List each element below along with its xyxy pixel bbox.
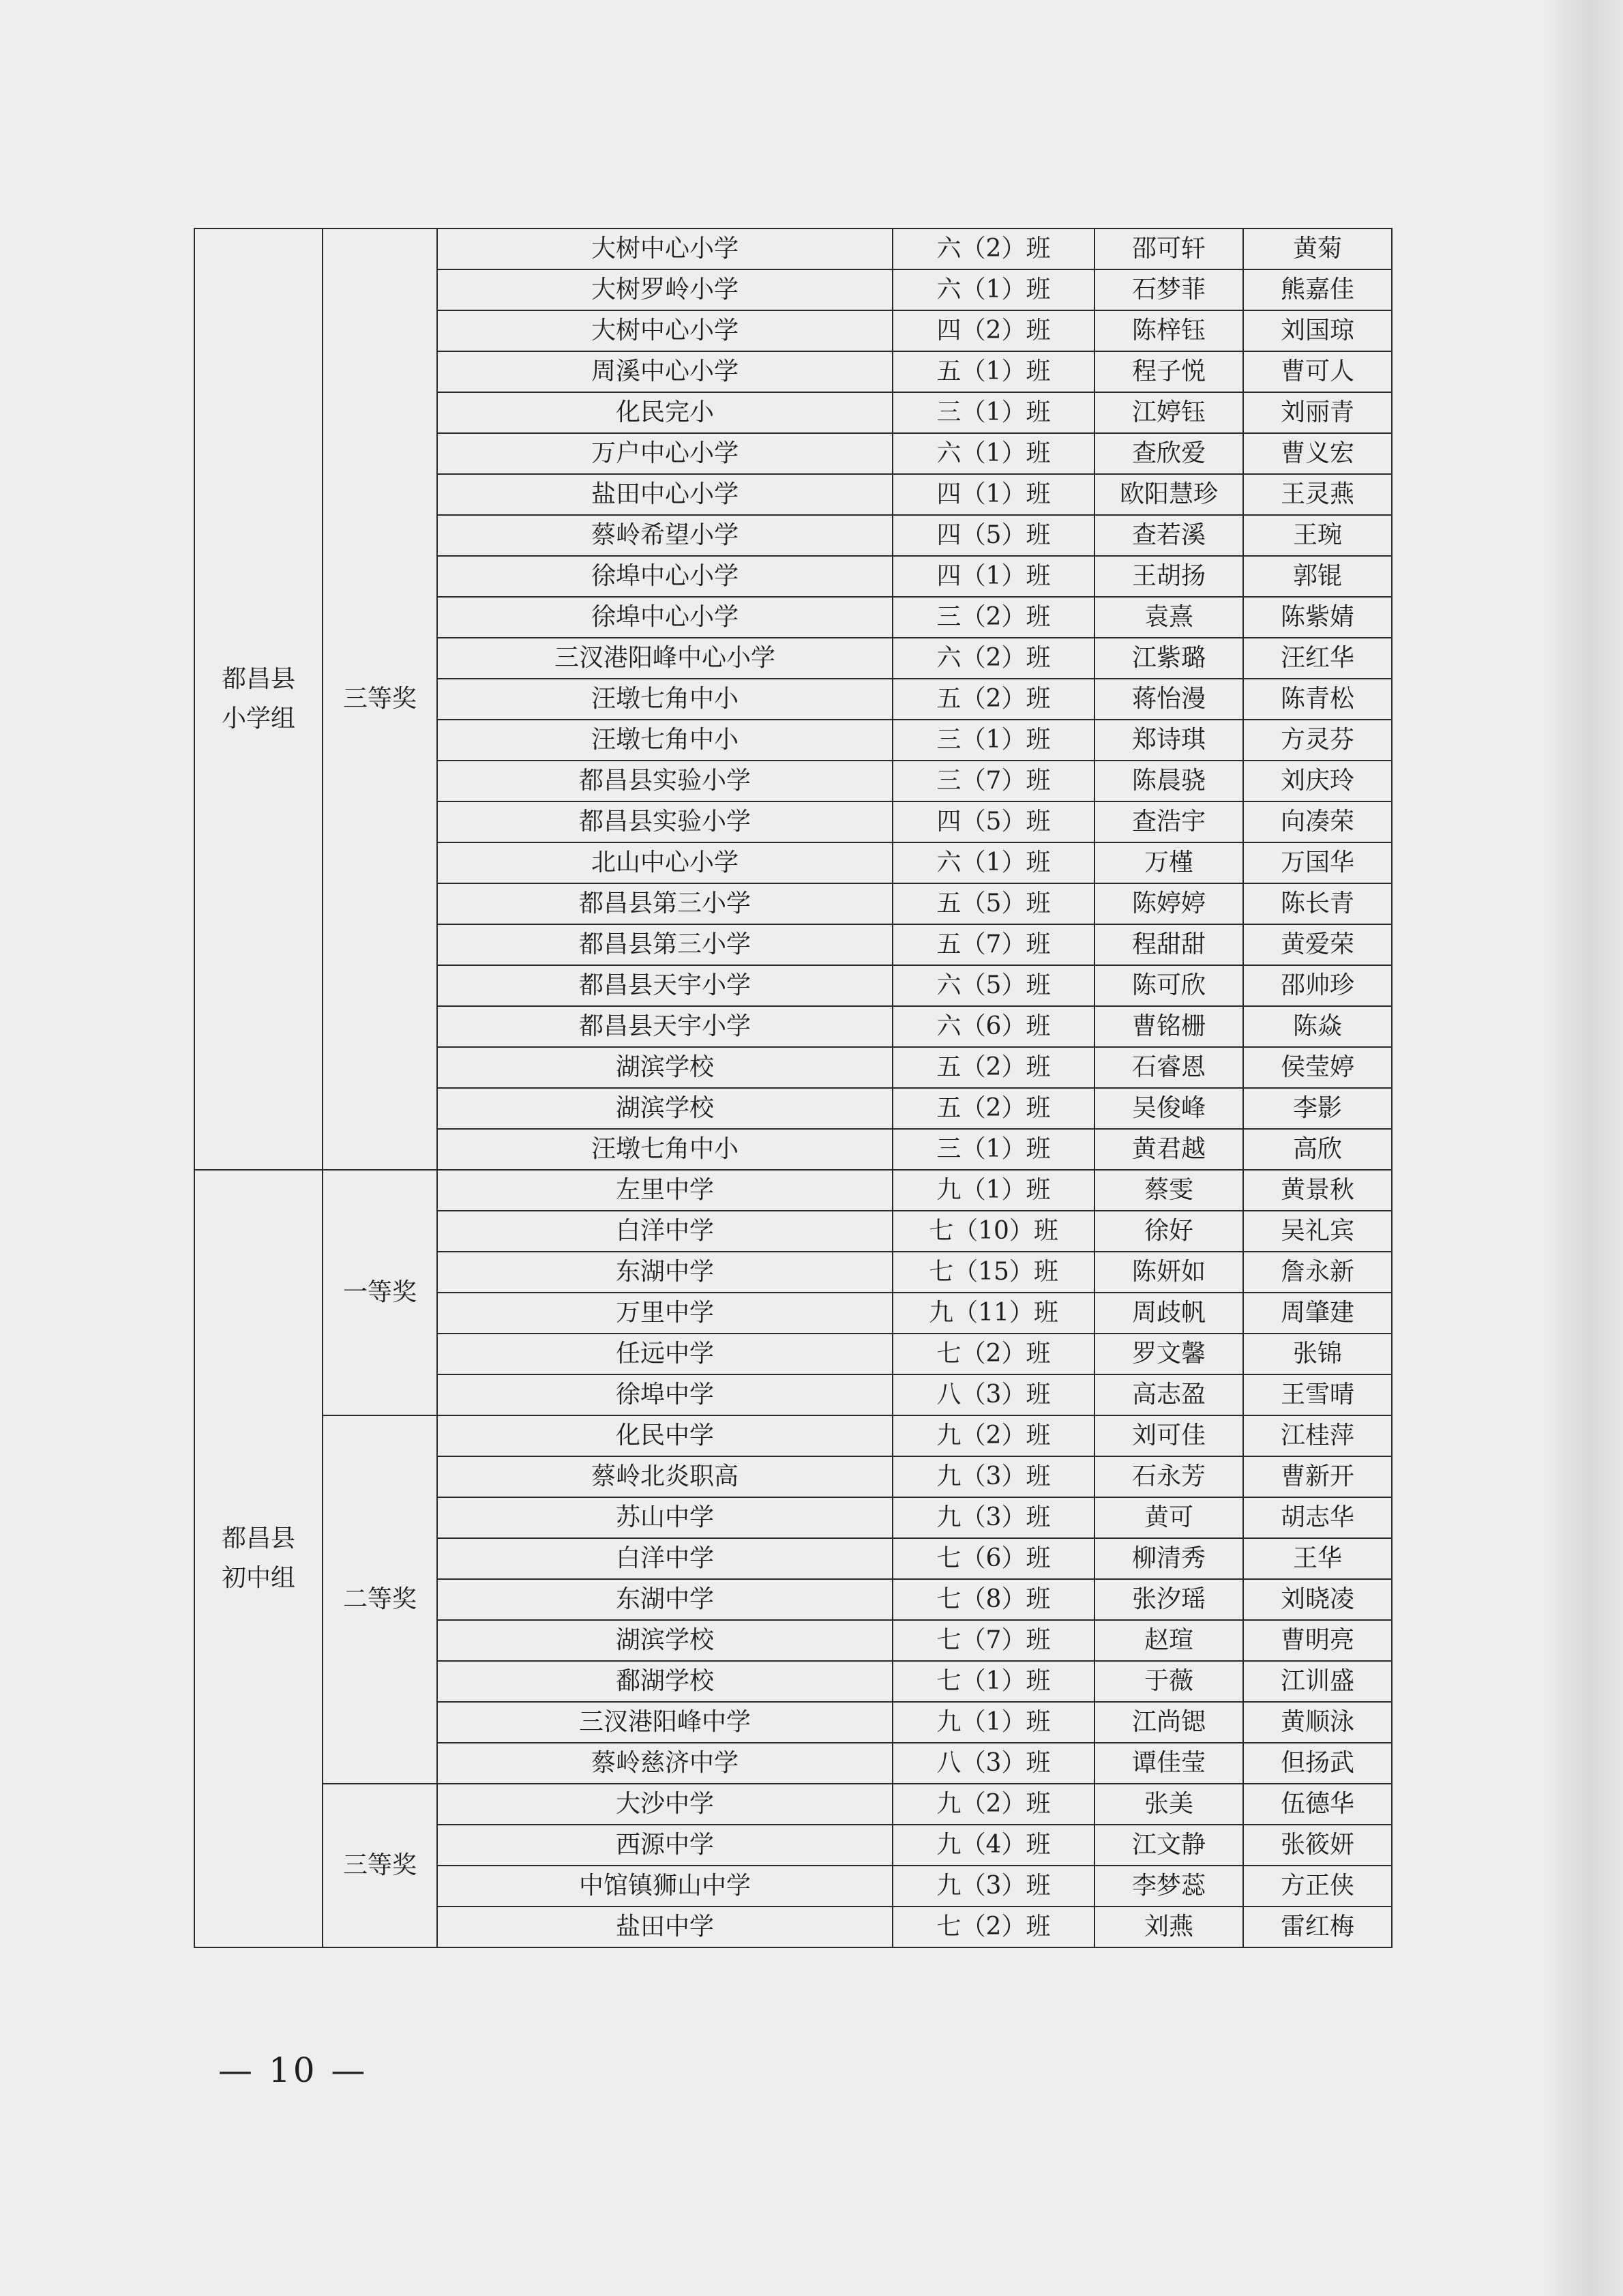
award-tier-cell: 一等奖	[323, 1170, 437, 1415]
teacher-cell: 陈紫婧	[1243, 597, 1392, 638]
teacher-cell: 黄顺泳	[1243, 1702, 1392, 1743]
teacher-cell: 刘国琼	[1243, 310, 1392, 351]
group-cell	[194, 229, 323, 1170]
class-cell: 六（5）班	[893, 965, 1095, 1006]
student-cell: 高志盈	[1095, 1374, 1243, 1415]
class-cell: 五（5）班	[893, 883, 1095, 924]
class-cell: 九（1）班	[893, 1170, 1095, 1211]
class-cell: 八（3）班	[893, 1743, 1095, 1784]
teacher-cell: 王雪晴	[1243, 1374, 1392, 1415]
school-cell: 徐埠中学	[437, 1374, 893, 1415]
teacher-cell: 方灵芬	[1243, 720, 1392, 761]
class-cell: 七（6）班	[893, 1538, 1095, 1579]
school-cell: 盐田中学	[437, 1907, 893, 1947]
student-cell: 江婷钰	[1095, 392, 1243, 433]
school-cell: 汪墩七角中小	[437, 679, 893, 720]
school-cell: 都昌县第三小学	[437, 883, 893, 924]
class-cell: 九（1）班	[893, 1702, 1095, 1743]
student-cell: 蒋怡漫	[1095, 679, 1243, 720]
teacher-cell: 曹可人	[1243, 351, 1392, 392]
page-edge-shadow	[1541, 0, 1623, 2296]
school-cell: 三汊港阳峰中心小学	[437, 638, 893, 679]
school-cell: 万户中心小学	[437, 433, 893, 474]
teacher-cell: 江训盛	[1243, 1661, 1392, 1702]
student-cell: 江尚锶	[1095, 1702, 1243, 1743]
award-list-table	[194, 228, 1393, 1948]
teacher-cell: 曹明亮	[1243, 1620, 1392, 1661]
student-cell: 陈妍如	[1095, 1252, 1243, 1293]
group-label-level: 小学组	[221, 705, 295, 733]
teacher-cell: 万国华	[1243, 842, 1392, 883]
student-cell: 陈晨骁	[1095, 761, 1243, 801]
class-cell: 七（1）班	[893, 1661, 1095, 1702]
school-cell: 大树中心小学	[437, 229, 893, 269]
student-cell: 谭佳莹	[1095, 1743, 1243, 1784]
student-cell: 黄君越	[1095, 1129, 1243, 1170]
class-cell: 六（1）班	[893, 842, 1095, 883]
school-cell: 白洋中学	[437, 1211, 893, 1252]
student-cell: 黄可	[1095, 1497, 1243, 1538]
teacher-cell: 侯莹婷	[1243, 1047, 1392, 1088]
student-cell: 王胡扬	[1095, 556, 1243, 597]
school-cell: 都昌县实验小学	[437, 801, 893, 842]
school-cell: 大沙中学	[437, 1784, 893, 1825]
student-cell: 邵可轩	[1095, 229, 1243, 269]
class-cell: 七（7）班	[893, 1620, 1095, 1661]
class-cell: 六（6）班	[893, 1006, 1095, 1047]
teacher-cell: 郭锟	[1243, 556, 1392, 597]
award-table-body	[194, 229, 1392, 1947]
teacher-cell: 王琬	[1243, 515, 1392, 556]
teacher-cell: 王华	[1243, 1538, 1392, 1579]
student-cell: 赵瑄	[1095, 1620, 1243, 1661]
class-cell: 八（3）班	[893, 1374, 1095, 1415]
student-cell: 江紫璐	[1095, 638, 1243, 679]
class-cell: 五（2）班	[893, 1047, 1095, 1088]
school-cell: 都昌县天宇小学	[437, 965, 893, 1006]
group-label-county: 都昌县	[221, 665, 295, 694]
class-cell: 九（3）班	[893, 1456, 1095, 1497]
teacher-cell: 黄爱荣	[1243, 924, 1392, 965]
teacher-cell: 熊嘉佳	[1243, 269, 1392, 310]
teacher-cell: 李影	[1243, 1088, 1392, 1129]
group-cell	[194, 1170, 323, 1947]
school-cell: 东湖中学	[437, 1252, 893, 1293]
class-cell: 四（1）班	[893, 474, 1095, 515]
teacher-cell: 汪红华	[1243, 638, 1392, 679]
teacher-cell: 伍德华	[1243, 1784, 1392, 1825]
student-cell: 万槿	[1095, 842, 1243, 883]
student-cell: 蔡雯	[1095, 1170, 1243, 1211]
group-label-county: 都昌县	[221, 1525, 295, 1553]
student-cell: 查若溪	[1095, 515, 1243, 556]
student-cell: 周歧帆	[1095, 1293, 1243, 1334]
teacher-cell: 王灵燕	[1243, 474, 1392, 515]
school-cell: 湖滨学校	[437, 1620, 893, 1661]
class-cell: 七（2）班	[893, 1334, 1095, 1374]
student-cell: 程甜甜	[1095, 924, 1243, 965]
class-cell: 七（2）班	[893, 1907, 1095, 1947]
student-cell: 罗文馨	[1095, 1334, 1243, 1374]
student-cell: 吴俊峰	[1095, 1088, 1243, 1129]
teacher-cell: 雷红梅	[1243, 1907, 1392, 1947]
school-cell: 大树中心小学	[437, 310, 893, 351]
student-cell: 欧阳慧珍	[1095, 474, 1243, 515]
teacher-cell: 向凑荣	[1243, 801, 1392, 842]
school-cell: 盐田中心小学	[437, 474, 893, 515]
class-cell: 七（10）班	[893, 1211, 1095, 1252]
school-cell: 蔡岭北炎职高	[437, 1456, 893, 1497]
table-row	[194, 229, 1392, 269]
teacher-cell: 陈焱	[1243, 1006, 1392, 1047]
school-cell: 化民中学	[437, 1415, 893, 1456]
class-cell: 七（15）班	[893, 1252, 1095, 1293]
teacher-cell: 黄景秋	[1243, 1170, 1392, 1211]
class-cell: 三（1）班	[893, 1129, 1095, 1170]
teacher-cell: 黄菊	[1243, 229, 1392, 269]
class-cell: 四（1）班	[893, 556, 1095, 597]
student-cell: 江文静	[1095, 1825, 1243, 1866]
student-cell: 程子悦	[1095, 351, 1243, 392]
school-cell: 蔡岭希望小学	[437, 515, 893, 556]
teacher-cell: 胡志华	[1243, 1497, 1392, 1538]
teacher-cell: 曹义宏	[1243, 433, 1392, 474]
school-cell: 左里中学	[437, 1170, 893, 1211]
school-cell: 西源中学	[437, 1825, 893, 1866]
table-row	[194, 1170, 1392, 1211]
table-row	[194, 1415, 1392, 1456]
group-label-level: 初中组	[221, 1564, 295, 1592]
school-cell: 东湖中学	[437, 1579, 893, 1620]
student-cell: 石永芳	[1095, 1456, 1243, 1497]
class-cell: 九（11）班	[893, 1293, 1095, 1334]
school-cell: 北山中心小学	[437, 842, 893, 883]
class-cell: 三（2）班	[893, 597, 1095, 638]
class-cell: 四（2）班	[893, 310, 1095, 351]
student-cell: 曹铭栅	[1095, 1006, 1243, 1047]
student-cell: 袁熹	[1095, 597, 1243, 638]
teacher-cell: 但扬武	[1243, 1743, 1392, 1784]
school-cell: 徐埠中心小学	[437, 556, 893, 597]
teacher-cell: 詹永新	[1243, 1252, 1392, 1293]
school-cell: 鄱湖学校	[437, 1661, 893, 1702]
school-cell: 都昌县实验小学	[437, 761, 893, 801]
class-cell: 九（2）班	[893, 1415, 1095, 1456]
school-cell: 徐埠中心小学	[437, 597, 893, 638]
teacher-cell: 张筱妍	[1243, 1825, 1392, 1866]
class-cell: 九（3）班	[893, 1866, 1095, 1907]
class-cell: 六（1）班	[893, 269, 1095, 310]
school-cell: 汪墩七角中小	[437, 1129, 893, 1170]
class-cell: 九（3）班	[893, 1497, 1095, 1538]
teacher-cell: 刘庆玲	[1243, 761, 1392, 801]
school-cell: 都昌县第三小学	[437, 924, 893, 965]
class-cell: 五（7）班	[893, 924, 1095, 965]
student-cell: 郑诗琪	[1095, 720, 1243, 761]
school-cell: 湖滨学校	[437, 1047, 893, 1088]
student-cell: 柳清秀	[1095, 1538, 1243, 1579]
class-cell: 七（8）班	[893, 1579, 1095, 1620]
class-cell: 三（1）班	[893, 720, 1095, 761]
school-cell: 周溪中心小学	[437, 351, 893, 392]
school-cell: 万里中学	[437, 1293, 893, 1334]
student-cell: 石梦菲	[1095, 269, 1243, 310]
teacher-cell: 刘丽青	[1243, 392, 1392, 433]
student-cell: 刘燕	[1095, 1907, 1243, 1947]
award-tier-cell: 三等奖	[323, 229, 437, 1170]
class-cell: 九（4）班	[893, 1825, 1095, 1866]
class-cell: 三（7）班	[893, 761, 1095, 801]
student-cell: 张汐瑶	[1095, 1579, 1243, 1620]
school-cell: 中馆镇狮山中学	[437, 1866, 893, 1907]
school-cell: 湖滨学校	[437, 1088, 893, 1129]
student-cell: 徐好	[1095, 1211, 1243, 1252]
class-cell: 四（5）班	[893, 515, 1095, 556]
student-cell: 陈可欣	[1095, 965, 1243, 1006]
school-cell: 都昌县天宇小学	[437, 1006, 893, 1047]
teacher-cell: 刘晓凌	[1243, 1579, 1392, 1620]
class-cell: 六（2）班	[893, 229, 1095, 269]
class-cell: 五（1）班	[893, 351, 1095, 392]
teacher-cell: 陈青松	[1243, 679, 1392, 720]
teacher-cell: 张锦	[1243, 1334, 1392, 1374]
class-cell: 四（5）班	[893, 801, 1095, 842]
class-cell: 九（2）班	[893, 1784, 1095, 1825]
teacher-cell: 吴礼宾	[1243, 1211, 1392, 1252]
school-cell: 苏山中学	[437, 1497, 893, 1538]
teacher-cell: 江桂萍	[1243, 1415, 1392, 1456]
school-cell: 白洋中学	[437, 1538, 893, 1579]
teacher-cell: 陈长青	[1243, 883, 1392, 924]
student-cell: 李梦蕊	[1095, 1866, 1243, 1907]
class-cell: 三（1）班	[893, 392, 1095, 433]
school-cell: 三汊港阳峰中学	[437, 1702, 893, 1743]
student-cell: 刘可佳	[1095, 1415, 1243, 1456]
school-cell: 蔡岭慈济中学	[437, 1743, 893, 1784]
award-tier-cell: 二等奖	[323, 1415, 437, 1784]
school-cell: 化民完小	[437, 392, 893, 433]
teacher-cell: 周肇建	[1243, 1293, 1392, 1334]
teacher-cell: 高欣	[1243, 1129, 1392, 1170]
page-number: — 10 —	[218, 2050, 368, 2090]
student-cell: 查欣爱	[1095, 433, 1243, 474]
class-cell: 五（2）班	[893, 679, 1095, 720]
student-cell: 查浩宇	[1095, 801, 1243, 842]
class-cell: 六（1）班	[893, 433, 1095, 474]
teacher-cell: 曹新开	[1243, 1456, 1392, 1497]
table-row	[194, 1784, 1392, 1825]
student-cell: 陈婷婷	[1095, 883, 1243, 924]
award-tier-cell: 三等奖	[323, 1784, 437, 1947]
school-cell: 汪墩七角中小	[437, 720, 893, 761]
student-cell: 于薇	[1095, 1661, 1243, 1702]
student-cell: 石睿恩	[1095, 1047, 1243, 1088]
teacher-cell: 方正侠	[1243, 1866, 1392, 1907]
teacher-cell: 邵帅珍	[1243, 965, 1392, 1006]
school-cell: 大树罗岭小学	[437, 269, 893, 310]
class-cell: 五（2）班	[893, 1088, 1095, 1129]
school-cell: 任远中学	[437, 1334, 893, 1374]
student-cell: 陈梓钰	[1095, 310, 1243, 351]
class-cell: 六（2）班	[893, 638, 1095, 679]
student-cell: 张美	[1095, 1784, 1243, 1825]
